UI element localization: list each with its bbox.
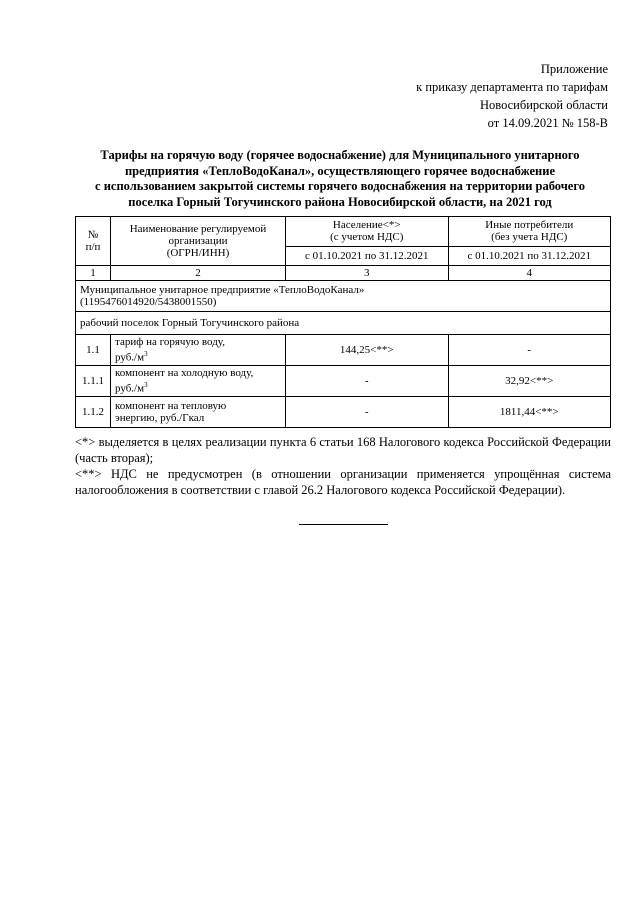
table-row — [76, 397, 611, 428]
header-other-line-1: Иные потребители — [485, 219, 574, 232]
header-row — [76, 217, 611, 247]
table-row — [76, 335, 611, 366]
row-name — [111, 335, 286, 366]
row-name-line-1: тариф на горячую воду, — [115, 336, 225, 349]
appendix-line-4: от 14.09.2021 № 158-В — [487, 116, 608, 130]
row-name-line-1: компонент на холодную воду, — [115, 367, 254, 380]
header-population — [286, 217, 449, 247]
row-name-line-2 — [115, 348, 281, 364]
title-line-4: поселка Горный Тогучинского района Новосибирской области, на 2021 год — [128, 194, 552, 209]
row-name-line-1: компонент на тепловую — [115, 400, 227, 412]
row-name — [111, 366, 286, 397]
row-unit: руб./м — [115, 382, 145, 395]
organization-cell — [76, 281, 611, 312]
row-name-line-2: энергию, руб./Гкал — [115, 412, 205, 424]
appendix-line-3: Новосибирской области — [479, 98, 608, 112]
organization-name: Муниципальное унитарное предприятие «ТеплоВодоКанал» — [80, 284, 365, 296]
document-title — [70, 148, 610, 210]
header-pop-line-2: (с учетом НДС) — [330, 231, 404, 244]
title-line-3: с использованием закрытой системы горячего водоснабжения на территории рабочего — [95, 179, 585, 193]
row-num: 1.1.2 — [76, 397, 111, 428]
row-name-line-2 — [115, 379, 281, 395]
table-row — [76, 366, 611, 397]
header-num-line-2: п/п — [85, 241, 101, 253]
appendix-block — [416, 60, 608, 132]
col-number-3: 3 — [286, 266, 449, 281]
column-number-row — [76, 266, 611, 281]
closing-divider — [299, 524, 388, 525]
header-name-line-1: Наименование регулируемой — [129, 223, 267, 235]
appendix-line-1: Приложение — [540, 62, 608, 76]
col-number-2: 2 — [111, 266, 286, 281]
row-other-value: - — [448, 335, 611, 366]
row-unit-sup: 3 — [144, 350, 148, 359]
row-name — [111, 397, 286, 428]
row-unit-sup: 3 — [144, 381, 148, 390]
col-number-1: 1 — [76, 266, 111, 281]
row-population-value: 144,25<**> — [286, 335, 449, 366]
header-num — [76, 217, 111, 266]
tariff-table — [75, 216, 611, 428]
appendix-line-2: к приказу департамента по тарифам — [416, 80, 608, 94]
row-other-value: 32,92<**> — [448, 366, 611, 397]
header-pop-period: с 01.10.2021 по 31.12.2021 — [286, 246, 449, 265]
footnotes — [75, 434, 611, 498]
footnote-1: <*> выделяется в целях реализации пункта 6 статьи 168 Налогового кодекса Российской Федерации (часть вторая); — [75, 435, 611, 465]
title-line-2: предприятия «ТеплоВодоКанал», осуществляющего горячее водоснабжение — [124, 163, 555, 178]
col-number-4: 4 — [448, 266, 611, 281]
header-name — [111, 217, 286, 266]
header-pop-line-1: Население<*> — [332, 219, 401, 232]
footnote-2: <**> НДС не предусмотрен (в отношении организации применяется упрощённая система налогообложения в соответствии с главой 26.2 Налогового кодекса Российской Федерации). — [75, 467, 611, 497]
row-num: 1.1.1 — [76, 366, 111, 397]
row-unit: руб./м — [115, 351, 145, 364]
row-population-value: - — [286, 366, 449, 397]
organization-row — [76, 281, 611, 312]
header-other-period: с 01.10.2021 по 31.12.2021 — [448, 246, 611, 265]
locality-cell: рабочий поселок Горный Тогучинского района — [76, 312, 611, 335]
locality-row — [76, 312, 611, 335]
header-name-line-2: организации — [168, 235, 228, 247]
row-num: 1.1 — [76, 335, 111, 366]
header-num-line-1: № — [87, 229, 99, 241]
title-line-1: Тарифы на горячую воду (горячее водоснабжение) для Муниципального унитарного — [100, 148, 580, 162]
row-other-value: 1811,44<**> — [448, 397, 611, 428]
row-population-value: - — [286, 397, 449, 428]
header-name-line-3: (ОГРН/ИНН) — [166, 247, 230, 259]
organization-ids: (1195476014920/5438001550) — [80, 296, 217, 308]
header-other-line-2: (без учета НДС) — [491, 231, 568, 244]
header-other — [448, 217, 611, 247]
